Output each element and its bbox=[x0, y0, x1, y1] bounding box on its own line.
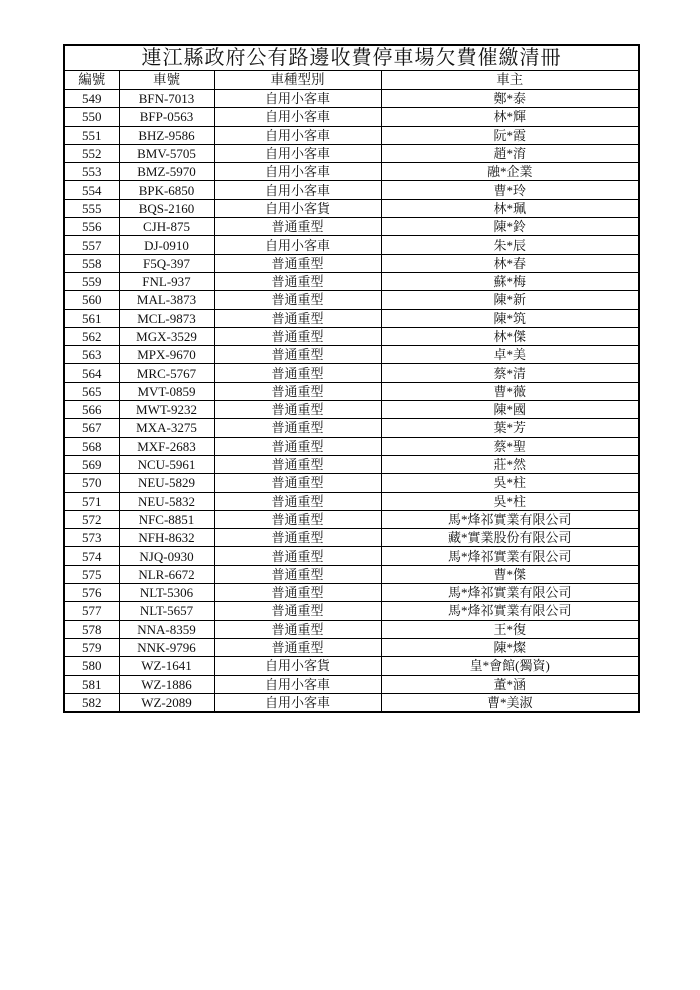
table-cell: FNL-937 bbox=[119, 272, 214, 290]
table-cell: 馬*烽祁實業有限公司 bbox=[381, 510, 639, 528]
table-cell: WZ-2089 bbox=[119, 693, 214, 712]
table-cell: 皇*會館(獨資) bbox=[381, 657, 639, 675]
table-cell: 鄭*泰 bbox=[381, 90, 639, 108]
table-cell: 普通重型 bbox=[214, 474, 381, 492]
column-header: 編號 bbox=[64, 71, 119, 90]
parking-arrears-table bbox=[63, 44, 640, 713]
table-cell: 蘇*梅 bbox=[381, 272, 639, 290]
table-cell: 吳*柱 bbox=[381, 474, 639, 492]
table-cell: NEU-5832 bbox=[119, 492, 214, 510]
table-row bbox=[64, 657, 639, 675]
table-cell: 自用小客貨 bbox=[214, 199, 381, 217]
table-cell: 趙*淯 bbox=[381, 144, 639, 162]
column-header: 車種型別 bbox=[214, 71, 381, 90]
table-cell: 569 bbox=[64, 455, 119, 473]
table-cell: 571 bbox=[64, 492, 119, 510]
table-cell: 自用小客車 bbox=[214, 90, 381, 108]
table-cell: 自用小客貨 bbox=[214, 657, 381, 675]
table-cell: 573 bbox=[64, 529, 119, 547]
table-cell: 552 bbox=[64, 144, 119, 162]
table-row bbox=[64, 108, 639, 126]
table-cell: 普通重型 bbox=[214, 218, 381, 236]
table-cell: 普通重型 bbox=[214, 602, 381, 620]
table-cell: 572 bbox=[64, 510, 119, 528]
table-cell: NLR-6672 bbox=[119, 565, 214, 583]
table-cell: 580 bbox=[64, 657, 119, 675]
table-cell: 570 bbox=[64, 474, 119, 492]
table-cell: 575 bbox=[64, 565, 119, 583]
table-cell: BFN-7013 bbox=[119, 90, 214, 108]
table-cell: 562 bbox=[64, 327, 119, 345]
table-cell: 蔡*聖 bbox=[381, 437, 639, 455]
table-row bbox=[64, 144, 639, 162]
table-cell: NNA-8359 bbox=[119, 620, 214, 638]
table-cell: 陳*燦 bbox=[381, 638, 639, 656]
table-cell: 普通重型 bbox=[214, 529, 381, 547]
table-cell: 普通重型 bbox=[214, 510, 381, 528]
table-cell: NJQ-0930 bbox=[119, 547, 214, 565]
table-row bbox=[64, 181, 639, 199]
table-row bbox=[64, 199, 639, 217]
table-row bbox=[64, 584, 639, 602]
table-cell: 556 bbox=[64, 218, 119, 236]
table-cell: 馬*烽祁實業有限公司 bbox=[381, 602, 639, 620]
table-cell: 自用小客車 bbox=[214, 675, 381, 693]
table-row bbox=[64, 236, 639, 254]
table-cell: 普通重型 bbox=[214, 584, 381, 602]
table-cell: 576 bbox=[64, 584, 119, 602]
table-cell: 阮*霞 bbox=[381, 126, 639, 144]
table-cell: MPX-9670 bbox=[119, 346, 214, 364]
table-row bbox=[64, 364, 639, 382]
table-cell: 普通重型 bbox=[214, 272, 381, 290]
table-cell: 555 bbox=[64, 199, 119, 217]
table-cell: 普通重型 bbox=[214, 364, 381, 382]
table-cell: 曹*玲 bbox=[381, 181, 639, 199]
table-cell: MGX-3529 bbox=[119, 327, 214, 345]
table-cell: NFH-8632 bbox=[119, 529, 214, 547]
table-cell: 林*春 bbox=[381, 254, 639, 272]
table-cell: 568 bbox=[64, 437, 119, 455]
table-cell: NEU-5829 bbox=[119, 474, 214, 492]
table-cell: 567 bbox=[64, 419, 119, 437]
table-cell: 林*傑 bbox=[381, 327, 639, 345]
table-cell: 普通重型 bbox=[214, 346, 381, 364]
table-cell: 董*涵 bbox=[381, 675, 639, 693]
table-row bbox=[64, 272, 639, 290]
table-cell: 560 bbox=[64, 291, 119, 309]
table-cell: 普通重型 bbox=[214, 455, 381, 473]
table-row bbox=[64, 327, 639, 345]
table-cell: DJ-0910 bbox=[119, 236, 214, 254]
table-cell: 551 bbox=[64, 126, 119, 144]
table-cell: 574 bbox=[64, 547, 119, 565]
table-cell: 559 bbox=[64, 272, 119, 290]
table-cell: 朱*辰 bbox=[381, 236, 639, 254]
table-cell: 林*珮 bbox=[381, 199, 639, 217]
table-cell: 曹*傑 bbox=[381, 565, 639, 583]
table-cell: 自用小客車 bbox=[214, 126, 381, 144]
table-cell: 陳*筑 bbox=[381, 309, 639, 327]
table-cell: NLT-5657 bbox=[119, 602, 214, 620]
table-cell: 林*輝 bbox=[381, 108, 639, 126]
table-row bbox=[64, 382, 639, 400]
table-cell: 579 bbox=[64, 638, 119, 656]
table-cell: BFP-0563 bbox=[119, 108, 214, 126]
table-cell: MRC-5767 bbox=[119, 364, 214, 382]
table-row bbox=[64, 401, 639, 419]
table-cell: MXA-3275 bbox=[119, 419, 214, 437]
table-row bbox=[64, 90, 639, 108]
table-row bbox=[64, 620, 639, 638]
table-cell: MWT-9232 bbox=[119, 401, 214, 419]
table-cell: 陳*鈴 bbox=[381, 218, 639, 236]
table-cell: MCL-9873 bbox=[119, 309, 214, 327]
table-cell: 蔡*清 bbox=[381, 364, 639, 382]
column-header: 車號 bbox=[119, 71, 214, 90]
table-row bbox=[64, 565, 639, 583]
table-cell: 自用小客車 bbox=[214, 108, 381, 126]
table-cell: 561 bbox=[64, 309, 119, 327]
table-row bbox=[64, 309, 639, 327]
table-row bbox=[64, 218, 639, 236]
table-cell: 553 bbox=[64, 163, 119, 181]
table-cell: 普通重型 bbox=[214, 419, 381, 437]
table-cell: WZ-1886 bbox=[119, 675, 214, 693]
table-cell: NNK-9796 bbox=[119, 638, 214, 656]
table-row bbox=[64, 675, 639, 693]
table-cell: 558 bbox=[64, 254, 119, 272]
table-cell: 普通重型 bbox=[214, 547, 381, 565]
table-cell: 549 bbox=[64, 90, 119, 108]
table-cell: BPK-6850 bbox=[119, 181, 214, 199]
table-cell: MVT-0859 bbox=[119, 382, 214, 400]
table-cell: BQS-2160 bbox=[119, 199, 214, 217]
table-cell: 普通重型 bbox=[214, 565, 381, 583]
table-cell: F5Q-397 bbox=[119, 254, 214, 272]
table-cell: BHZ-9586 bbox=[119, 126, 214, 144]
table-cell: 554 bbox=[64, 181, 119, 199]
table-row bbox=[64, 419, 639, 437]
table-cell: 普通重型 bbox=[214, 327, 381, 345]
table-cell: 自用小客車 bbox=[214, 181, 381, 199]
table-row bbox=[64, 455, 639, 473]
table-cell: NCU-5961 bbox=[119, 455, 214, 473]
table-cell: 馬*烽祁實業有限公司 bbox=[381, 547, 639, 565]
table-row bbox=[64, 126, 639, 144]
table-cell: WZ-1641 bbox=[119, 657, 214, 675]
title-row bbox=[64, 45, 639, 71]
table-row bbox=[64, 474, 639, 492]
table-row bbox=[64, 638, 639, 656]
table-title: 連江縣政府公有路邊收費停車場欠費催繳清冊 bbox=[64, 45, 639, 71]
table-cell: 577 bbox=[64, 602, 119, 620]
table-cell: 曹*美淑 bbox=[381, 693, 639, 712]
table-cell: 陳*新 bbox=[381, 291, 639, 309]
table-row bbox=[64, 254, 639, 272]
table-cell: 563 bbox=[64, 346, 119, 364]
column-header-row bbox=[64, 71, 639, 90]
table-cell: 普通重型 bbox=[214, 437, 381, 455]
table-cell: 565 bbox=[64, 382, 119, 400]
table-row bbox=[64, 602, 639, 620]
table-cell: 普通重型 bbox=[214, 492, 381, 510]
table-cell: 葉*芳 bbox=[381, 419, 639, 437]
table-cell: 普通重型 bbox=[214, 291, 381, 309]
table-cell: 564 bbox=[64, 364, 119, 382]
table-cell: 普通重型 bbox=[214, 382, 381, 400]
table-cell: 550 bbox=[64, 108, 119, 126]
table-row bbox=[64, 291, 639, 309]
table-row bbox=[64, 437, 639, 455]
table-cell: 卓*美 bbox=[381, 346, 639, 364]
table-cell: 自用小客車 bbox=[214, 163, 381, 181]
table-cell: MXF-2683 bbox=[119, 437, 214, 455]
table-cell: 566 bbox=[64, 401, 119, 419]
table-cell: 王*復 bbox=[381, 620, 639, 638]
table-cell: 普通重型 bbox=[214, 638, 381, 656]
table-cell: 陳*國 bbox=[381, 401, 639, 419]
table-cell: 578 bbox=[64, 620, 119, 638]
table-cell: BMV-5705 bbox=[119, 144, 214, 162]
table-cell: 莊*然 bbox=[381, 455, 639, 473]
table-cell: 普通重型 bbox=[214, 620, 381, 638]
table-cell: 曹*薇 bbox=[381, 382, 639, 400]
table-cell: NFC-8851 bbox=[119, 510, 214, 528]
table-cell: 馬*烽祁實業有限公司 bbox=[381, 584, 639, 602]
table-cell: MAL-3873 bbox=[119, 291, 214, 309]
table-cell: 581 bbox=[64, 675, 119, 693]
table-row bbox=[64, 163, 639, 181]
table-row bbox=[64, 346, 639, 364]
table-cell: 自用小客車 bbox=[214, 236, 381, 254]
table-cell: 557 bbox=[64, 236, 119, 254]
table-row bbox=[64, 529, 639, 547]
table-cell: 自用小客車 bbox=[214, 693, 381, 712]
table-cell: 582 bbox=[64, 693, 119, 712]
table-row bbox=[64, 510, 639, 528]
table-row bbox=[64, 492, 639, 510]
table-cell: 普通重型 bbox=[214, 309, 381, 327]
table-row bbox=[64, 547, 639, 565]
table-cell: NLT-5306 bbox=[119, 584, 214, 602]
table-row bbox=[64, 693, 639, 712]
table-cell: BMZ-5970 bbox=[119, 163, 214, 181]
table-cell: CJH-875 bbox=[119, 218, 214, 236]
table-cell: 融*企業 bbox=[381, 163, 639, 181]
table-cell: 藏*實業股份有限公司 bbox=[381, 529, 639, 547]
table-cell: 普通重型 bbox=[214, 401, 381, 419]
table-cell: 自用小客車 bbox=[214, 144, 381, 162]
table-cell: 吳*柱 bbox=[381, 492, 639, 510]
table-cell: 普通重型 bbox=[214, 254, 381, 272]
column-header: 車主 bbox=[381, 71, 639, 90]
